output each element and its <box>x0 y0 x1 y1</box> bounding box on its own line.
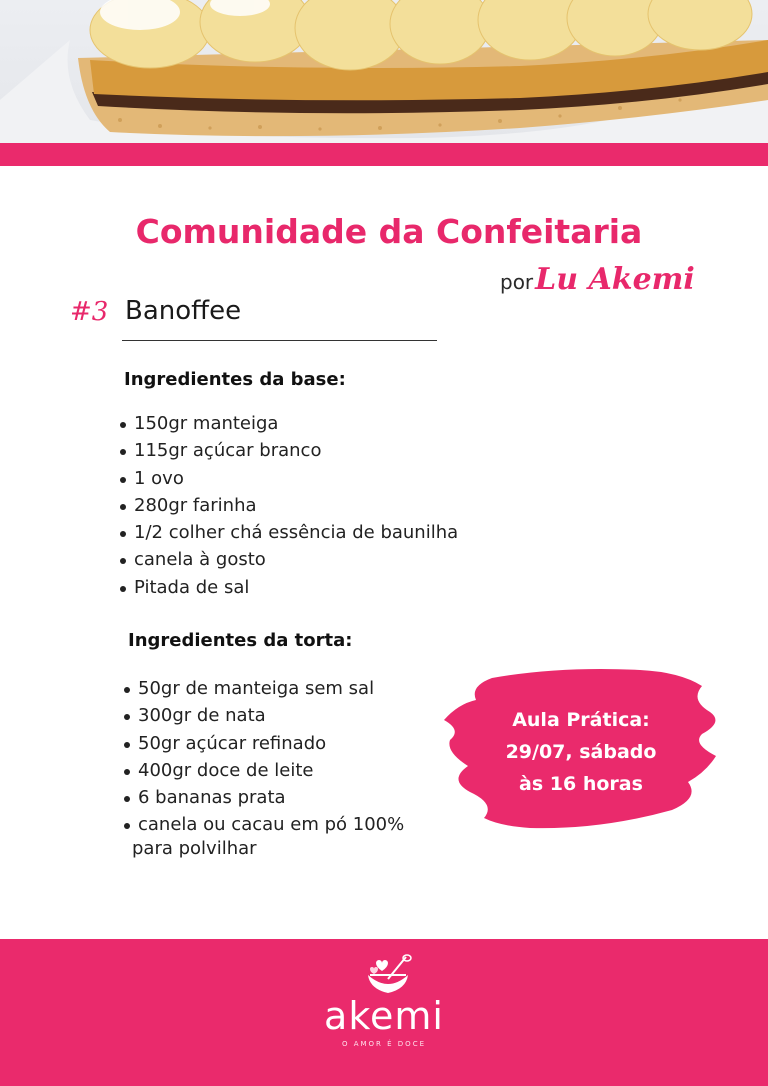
author-name: Lu Akemi <box>535 262 695 297</box>
page-title: Comunidade da Confeitaria <box>135 212 643 251</box>
badge-line-2: 29/07, sábado <box>505 741 657 763</box>
list-item: 280gr farinha <box>118 492 458 519</box>
recipe-number: #3 <box>70 297 109 327</box>
top-stripe <box>0 143 768 166</box>
author-byline <box>500 262 695 302</box>
list-item: canela ou cacau em pó 100% <box>122 811 404 838</box>
base-ingredients-list <box>118 410 458 601</box>
brand-logo: akemi <box>324 994 444 1038</box>
brand-tagline: O AMOR É DOCE <box>341 1040 427 1048</box>
base-heading: Ingredientes da base: <box>124 369 346 390</box>
list-item: 1 ovo <box>118 465 458 492</box>
torta-heading: Ingredientes da torta: <box>128 630 353 651</box>
list-item: 115gr açúcar branco <box>118 437 458 464</box>
list-item: 50gr de manteiga sem sal <box>122 675 404 702</box>
list-item: 300gr de nata <box>122 702 404 729</box>
banoffee-photo <box>0 0 768 143</box>
torta-ingredients-list <box>122 675 404 839</box>
list-item: 1/2 colher chá essência de baunilha <box>118 519 458 546</box>
badge-line-1: Aula Prática: <box>512 709 650 731</box>
list-item-continuation: para polvilhar <box>132 838 257 859</box>
list-item: Pitada de sal <box>118 574 458 601</box>
hero-photo <box>0 0 768 143</box>
divider <box>122 340 437 341</box>
list-item: 6 bananas prata <box>122 784 404 811</box>
badge-line-3: às 16 horas <box>519 773 643 795</box>
recipe-name: Banoffee <box>125 296 242 326</box>
list-item: 150gr manteiga <box>118 410 458 437</box>
list-item: 50gr açúcar refinado <box>122 730 404 757</box>
byline-prefix: por <box>500 270 534 294</box>
list-item: 400gr doce de leite <box>122 757 404 784</box>
class-date-badge <box>440 660 722 846</box>
list-item: canela à gosto <box>118 546 458 573</box>
